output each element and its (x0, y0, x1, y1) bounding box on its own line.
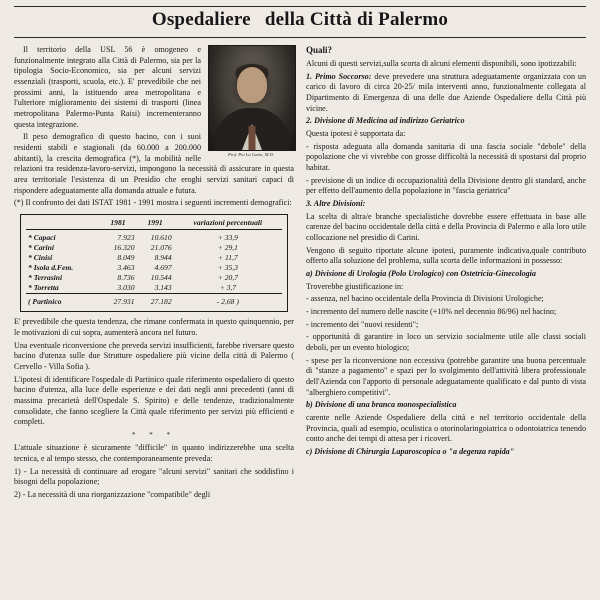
paragraph: L'attuale situazione è sicuramente "difficile" in quanto indirizzerebbe una scelta tecnica, e al tempo stesso, che contemporaneamente preveda: (14, 443, 294, 463)
cell-variation: + 29,1 (217, 243, 238, 253)
demography-table (20, 214, 288, 312)
paragraph: La scelta di altra/e branche specialistiche dovrebbe essere effettuata in base alle carenze del bacino occidentale della città e della Provincia di Palermo e alla loro utile collocazione nel presidio di Carini. (306, 211, 586, 242)
cell-municipality: * Carini (28, 243, 54, 253)
cell-1981: 27.931 (113, 297, 135, 307)
paragraph: Il territorio della USL 56 è omogeneo e funzionalmente integrato alla Città di Palermo, sia per la tipologia Socio-Economico, sia per alcuni servizi essenziali (trasporti, scuola, etc.). E' prevedibile che nei prossimi anni, la istituendo area metropolitana e l'ulteriore miglioramento dei sistemi di trasporti (linea metropolitana Palermo-Punta Raisi) incrementeranno questa integrazione. (14, 45, 201, 129)
paragraph: - incremento dei "nuovi residenti"; (306, 319, 419, 329)
paragraph: - assenza, nel bacino occidentale della Provincia di Divisioni Urologiche; (306, 294, 544, 304)
table-header-cell: 1981 (110, 218, 126, 228)
cell-municipality: * Terrasini (28, 273, 63, 283)
service-item-2-title: 2. Divisione di Medicina ad indirizzo Geriatrico (306, 116, 465, 126)
subsection-b-title: b) Divisione di una branca monospecialistica (306, 400, 457, 410)
portrait-photo (208, 45, 296, 151)
paragraph: Vengono di seguito riportate alcune ipotesi, puramente indicativa,quale contributo offerto alla soluzione del problema, sulla scorta delle informazioni in possesso: (306, 245, 586, 266)
right-column (306, 45, 586, 460)
cell-1991: 3.143 (154, 283, 172, 293)
cell-municipality: * Isola d.Fem. (28, 263, 74, 273)
table-row (26, 233, 282, 243)
cell-1991: 10.544 (150, 273, 172, 283)
table-header-cell: 1991 (147, 218, 163, 228)
service-item-1-text: deve prevedere una struttura adeguatamente organizzata con un carico di lavoro di circa 20-25/ mila interventi anno, funzionalmente collegata al Dipartimento di Emergenza di una delle due Aziende Ospedaliere della Città più vicine. (306, 71, 586, 113)
paragraph: Una eventuale riconversione che preveda servizi insufficienti, farebbe riversare questo bacino d'utenza sulle due Strutture ospedaliere più vicine della città di Palermo ( Cervello - Villa Sofia ). (14, 340, 294, 371)
table-row (26, 263, 282, 273)
cell-variation: + 3,7 (219, 283, 237, 293)
paragraph: - opportunità di garantire in loco un servizio socialmente utile alle classi sociali deboli, per un evento biologico; (306, 332, 586, 352)
title-underline (14, 37, 586, 38)
list-item: 2) - La necessità di una riorganizzazione "compatibile" degli (14, 489, 211, 499)
cell-variation: + 20,7 (217, 273, 238, 283)
table-row (26, 243, 282, 253)
cell-municipality: ( Partinico (28, 297, 62, 307)
table-header-cell: variazioni percentuali (193, 218, 263, 228)
cell-1991: 8.944 (154, 253, 172, 263)
paragraph: carente nelle Aziende Ospedaliere della città e nel territorio occidentale della Provincia, quali ad esempio, oculistica o otorinolaringoiatrica o odontoiatrica tenendo conto anche dei tempi di attesa per i ricoveri. (306, 413, 586, 444)
cell-1991: 21.076 (150, 243, 172, 253)
cell-variation: + 35,3 (217, 263, 238, 273)
cell-1991: 10.610 (150, 233, 172, 243)
photo-caption: Prof. Pio La Gatto, M.D. (227, 152, 275, 157)
paragraph: E' prevedibile che questa tendenza, che rimane confermata in questo quinquennio, per le motivazioni di cui sopra, aumenterà ancora nel futuro. (14, 317, 294, 337)
table-row (26, 273, 282, 283)
table-row (26, 283, 282, 294)
cell-1981: 8.736 (117, 273, 135, 283)
cell-municipality: * Cinisi (28, 253, 53, 263)
page-title (14, 9, 586, 31)
cell-1981: 3.463 (117, 263, 135, 273)
cell-variation: - 2,68 ) (216, 297, 239, 307)
cell-1981: 3.030 (117, 283, 135, 293)
cell-1981: 8.049 (117, 253, 135, 263)
paragraph: Troverebbe giustificazione in: (306, 281, 404, 291)
cell-1991: 4.697 (154, 263, 172, 273)
portrait-figure (208, 45, 294, 158)
footnote-demography: (*) Il confronto dei dati ISTAT 1981 - 1991 mostra i seguenti incrementi demografici: (14, 198, 292, 208)
service-item-1-title: 1. Primo Soccorso: (306, 71, 372, 81)
service-item-1 (306, 72, 586, 115)
cell-1981: 16.320 (113, 243, 135, 253)
cell-variation: + 33,9 (217, 233, 238, 243)
paragraph: - risposta adeguata alla domanda sanitaria di una fascia sociale "debole" della popolazione che vi vivrebbe con grosse difficoltà la necessità di spostarsi dal proprio habitat. (306, 141, 586, 172)
table-header-cell (26, 218, 99, 230)
subsection-a-title: a) Divisione di Urologia (Polo Urologico) con Ostetricia-Ginecologia (306, 268, 536, 278)
cell-variation: + 11,7 (217, 253, 238, 263)
cell-1991: 27.182 (150, 297, 172, 307)
left-column (14, 45, 294, 503)
paragraph: Il peso demografico di questo bacino, con i suoi residenti stabili e stagionali (da 60.000 a 200.000 abitanti), la crescita demografica (*), la mobilità nelle relazioni tra residenza-lavoro-servizi, impongono la necessità di assicurare in questa area territoriale l'esistenza di un Presidio che eroghi servizi sanitari capaci di rispondere adeguatamente alla domanda attuale e futura. (14, 132, 294, 195)
subsection-c-title: c) Divisione di Chirurgia Laparoscopica o "a degenza rapida" (306, 447, 515, 457)
section-heading-altre-divisioni: 3. Altre Divisioni: (306, 198, 366, 208)
paragraph: - incremento del numero delle nascite (+10% nel decennio 86/96) nel bacino; (306, 306, 557, 316)
cell-municipality: * Torretta (28, 283, 59, 293)
paragraph: - previsione di un indice di occupazionalità della Divisione dentro gli standard, anche per effetto dell'aumento della popolazione in "fascia geriatrica" (306, 175, 586, 196)
cell-municipality: * Capaci (28, 233, 56, 243)
cell-1981: 7.923 (117, 233, 135, 243)
top-rule (14, 6, 586, 7)
headline-right: della Città di Palermo (264, 9, 449, 30)
table-row-footer (26, 297, 282, 307)
section-divider-stars: * * * (132, 430, 176, 439)
paragraph: Alcuni di questi servizi,sulla scorta di alcuni elementi disponibili, sono ipotizzabili: (306, 58, 577, 68)
section-heading-quali: Quali? (306, 45, 333, 55)
headline-left: Ospedaliere (151, 9, 251, 30)
table-row (26, 253, 282, 263)
paragraph: - spese per la riconversione non eccessiva (potrebbe garantire una buona percentuale di "stanze a pagamento" e spazi per lo svolgimento dell'attività libera professionale dell'Azienda con l'apporto di personale adeguatamente qualificato e dal punto di vista "alberghiero competitivi". (306, 355, 586, 397)
two-column-body (14, 45, 586, 503)
list-item: 1) - La necessità di continuare ad erogare "alcuni servizi" sanitari che soddisfino i bisogni della popolazione; (14, 466, 294, 487)
paragraph: L'ipotesi di identificare l'ospedale di Partinico quale riferimento ospedaliero di questo bacino d'utenza, alla luce delle esperienze e dei dati negli anni precedenti (anni di massima precarietà dell'Ospedale S. Spirito) e delle tendenze, tradizionalmente consolidate, che fanno scegliere la Città quale riferimento per servizi più efficienti e completi. (14, 374, 294, 427)
paragraph: Questa ipotesi è supportata da: (306, 128, 406, 138)
